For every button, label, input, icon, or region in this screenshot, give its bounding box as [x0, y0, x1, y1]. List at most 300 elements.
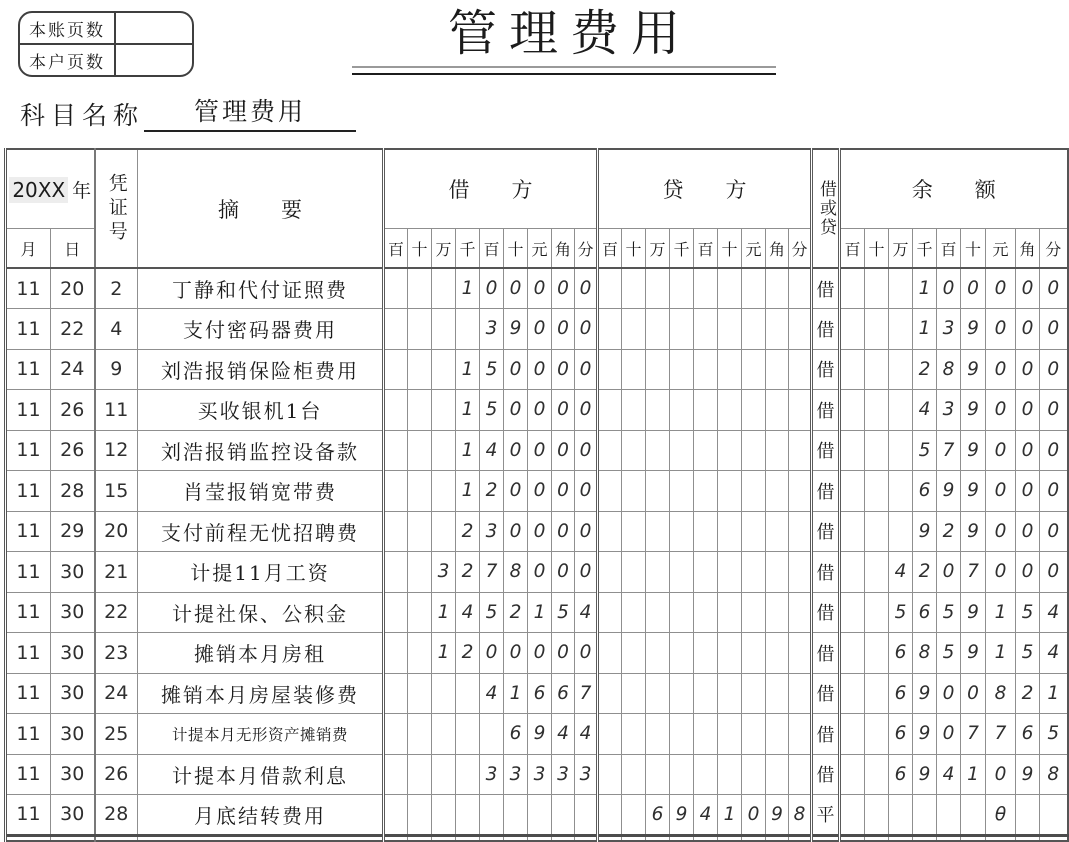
- empty-cell: [913, 835, 937, 841]
- cell-balance-digit: 6: [913, 471, 937, 512]
- cell-debit-digit: 5: [480, 390, 504, 431]
- cell-voucher-no: 11: [95, 390, 138, 431]
- cell-debit-digit: 1: [456, 430, 480, 471]
- cell-credit-digit: [766, 754, 789, 795]
- cell-debit-digit: [384, 268, 408, 309]
- header-summary: 摘 要: [138, 149, 384, 268]
- cell-balance-digit: [865, 430, 889, 471]
- header-year: [6, 149, 95, 229]
- cell-credit-digit: [789, 592, 812, 633]
- book-pages-label: 本账页数: [20, 13, 116, 43]
- year-unit-label: 年: [72, 179, 92, 202]
- cell-balance-digit: [840, 795, 865, 836]
- empty-cell: [504, 835, 528, 841]
- cell-direction: 借: [812, 714, 840, 755]
- cell-debit-digit: 2: [504, 592, 528, 633]
- cell-balance-digit: 2: [937, 511, 961, 552]
- cell-debit-digit: 0: [552, 268, 575, 309]
- cell-debit-digit: 4: [552, 714, 575, 755]
- cell-credit-digit: 4: [694, 795, 718, 836]
- cell-balance-digit: θ: [986, 795, 1016, 836]
- empty-cell: [51, 835, 95, 841]
- cell-debit-digit: [575, 795, 598, 836]
- cell-balance-digit: 0: [1016, 309, 1040, 350]
- cell-credit-digit: [646, 592, 670, 633]
- cell-credit-digit: [742, 754, 766, 795]
- cell-credit-digit: [742, 390, 766, 431]
- cell-debit-digit: [408, 795, 432, 836]
- cell-balance-digit: 5: [913, 430, 937, 471]
- cell-credit-digit: [742, 633, 766, 674]
- cell-credit-digit: [670, 309, 694, 350]
- cell-balance-digit: 8: [913, 633, 937, 674]
- balance-digit-unit: 百: [937, 229, 961, 269]
- cell-direction: 借: [812, 390, 840, 431]
- cell-debit-digit: 0: [575, 349, 598, 390]
- cell-credit-digit: [670, 390, 694, 431]
- cell-credit-digit: [766, 390, 789, 431]
- cell-balance-digit: 9: [961, 430, 986, 471]
- cell-debit-digit: [408, 471, 432, 512]
- cell-debit-digit: [384, 309, 408, 350]
- cell-balance-digit: 2: [1016, 673, 1040, 714]
- cell-balance-digit: 0: [1016, 268, 1040, 309]
- cell-debit-digit: 0: [552, 349, 575, 390]
- cell-debit-digit: 0: [552, 390, 575, 431]
- cell-voucher-no: 28: [95, 795, 138, 836]
- cell-debit-digit: [456, 795, 480, 836]
- cell-month: 11: [6, 552, 51, 593]
- cell-balance-digit: [840, 633, 865, 674]
- cell-credit-digit: [789, 349, 812, 390]
- cell-summary: 刘浩报销监控设备款: [138, 430, 384, 471]
- cell-credit-digit: [598, 309, 622, 350]
- cell-balance-digit: 1: [986, 592, 1016, 633]
- cell-debit-digit: [432, 309, 456, 350]
- empty-cell: [480, 835, 504, 841]
- cell-balance-digit: 0: [1040, 471, 1068, 512]
- cell-credit-digit: [646, 349, 670, 390]
- cell-credit-digit: [646, 430, 670, 471]
- cell-debit-digit: [552, 795, 575, 836]
- cell-balance-digit: 6: [913, 592, 937, 633]
- cell-balance-digit: 6: [889, 633, 913, 674]
- cell-debit-digit: 0: [575, 633, 598, 674]
- cell-debit-digit: [432, 349, 456, 390]
- cell-balance-digit: [840, 754, 865, 795]
- cell-credit-digit: [694, 349, 718, 390]
- cell-credit-digit: [694, 471, 718, 512]
- cell-credit-digit: [598, 552, 622, 593]
- cell-credit-digit: [670, 673, 694, 714]
- cell-credit-digit: [694, 633, 718, 674]
- cell-credit-digit: [646, 471, 670, 512]
- cell-direction: 借: [812, 592, 840, 633]
- cell-credit-digit: [766, 268, 789, 309]
- cell-credit-digit: [670, 349, 694, 390]
- debit-digit-unit: 角: [552, 229, 575, 269]
- cell-balance-digit: [840, 592, 865, 633]
- cell-credit-digit: [694, 673, 718, 714]
- cell-credit-digit: [694, 309, 718, 350]
- cell-debit-digit: 0: [504, 511, 528, 552]
- cell-debit-digit: 0: [528, 390, 552, 431]
- cell-summary: 丁静和代付证照费: [138, 268, 384, 309]
- debit-digit-unit: 万: [432, 229, 456, 269]
- cell-credit-digit: 6: [646, 795, 670, 836]
- cell-balance-digit: 7: [961, 552, 986, 593]
- cell-summary: 刘浩报销保险柜费用: [138, 349, 384, 390]
- balance-digit-unit: 十: [865, 229, 889, 269]
- cell-credit-digit: [789, 471, 812, 512]
- cell-day: 30: [51, 673, 95, 714]
- cell-balance-digit: 0: [1016, 511, 1040, 552]
- empty-cell: [95, 835, 138, 841]
- cell-balance-digit: 0: [1016, 430, 1040, 471]
- cell-debit-digit: 5: [480, 592, 504, 633]
- cell-balance-digit: 7: [986, 714, 1016, 755]
- header-day: 日: [51, 229, 95, 269]
- cell-debit-digit: [384, 633, 408, 674]
- cell-balance-digit: [889, 268, 913, 309]
- cell-balance-digit: 8: [1040, 754, 1068, 795]
- cell-credit-digit: [718, 309, 742, 350]
- cell-debit-digit: 0: [575, 552, 598, 593]
- debit-digit-unit: 百: [480, 229, 504, 269]
- cell-debit-digit: 0: [575, 268, 598, 309]
- voucher-no-label: 凭证号: [105, 172, 128, 245]
- cell-credit-digit: [598, 390, 622, 431]
- cell-debit-digit: [408, 268, 432, 309]
- cell-credit-digit: 9: [766, 795, 789, 836]
- cell-balance-digit: 0: [937, 552, 961, 593]
- account-name-value: 管理费用: [144, 92, 356, 132]
- cell-credit-digit: [789, 511, 812, 552]
- cell-credit-digit: [766, 349, 789, 390]
- cell-month: 11: [6, 795, 51, 836]
- cell-debit-digit: 1: [432, 592, 456, 633]
- pages-box: [18, 11, 194, 77]
- empty-cell: [986, 835, 1016, 841]
- cell-balance-digit: [865, 795, 889, 836]
- cell-credit-digit: [598, 754, 622, 795]
- cell-balance-digit: 9: [937, 471, 961, 512]
- cell-balance-digit: 1: [913, 309, 937, 350]
- header-credit: 贷 方: [598, 149, 812, 229]
- cell-day: 30: [51, 552, 95, 593]
- empty-cell: [812, 835, 840, 841]
- cell-credit-digit: [646, 309, 670, 350]
- cell-summary: 买收银机1台: [138, 390, 384, 431]
- cell-debit-digit: 3: [552, 754, 575, 795]
- cell-debit-digit: [480, 714, 504, 755]
- cell-debit-digit: [384, 390, 408, 431]
- header-debit-or-credit: [812, 149, 840, 268]
- cell-direction: 借: [812, 349, 840, 390]
- cell-credit-digit: [622, 390, 646, 431]
- cell-credit-digit: [670, 633, 694, 674]
- cell-credit-digit: 0: [742, 795, 766, 836]
- cell-debit-digit: [480, 795, 504, 836]
- cell-voucher-no: 24: [95, 673, 138, 714]
- credit-digit-unit: 十: [622, 229, 646, 269]
- cell-balance-digit: 0: [986, 309, 1016, 350]
- cell-credit-digit: [718, 754, 742, 795]
- cell-credit-digit: [670, 430, 694, 471]
- cell-balance-digit: 3: [937, 309, 961, 350]
- cell-debit-digit: [408, 552, 432, 593]
- empty-cell: [961, 835, 986, 841]
- cell-balance-digit: [889, 511, 913, 552]
- cell-balance-digit: [889, 390, 913, 431]
- cell-balance-digit: [1040, 795, 1068, 836]
- cell-debit-digit: 0: [528, 511, 552, 552]
- cell-balance-digit: 4: [889, 552, 913, 593]
- cell-debit-digit: 0: [552, 471, 575, 512]
- cell-credit-digit: [766, 714, 789, 755]
- cell-credit-digit: [718, 714, 742, 755]
- ledger-row: [6, 309, 1068, 350]
- cell-credit-digit: [646, 511, 670, 552]
- cell-credit-digit: [742, 349, 766, 390]
- cell-debit-digit: [408, 390, 432, 431]
- cell-balance-digit: 9: [961, 349, 986, 390]
- account-name-label: 科目名称: [20, 101, 145, 130]
- ledger-row: [6, 349, 1068, 390]
- empty-cell: [575, 835, 598, 841]
- cell-debit-digit: [528, 795, 552, 836]
- cell-credit-digit: 1: [718, 795, 742, 836]
- cell-balance-digit: [865, 552, 889, 593]
- cell-debit-digit: [408, 673, 432, 714]
- pages-box-row: [20, 13, 192, 45]
- cell-debit-digit: 2: [480, 471, 504, 512]
- cell-debit-digit: [384, 430, 408, 471]
- cell-balance-digit: 0: [1040, 390, 1068, 431]
- cell-debit-digit: [384, 471, 408, 512]
- cell-credit-digit: [694, 430, 718, 471]
- cell-debit-digit: [456, 754, 480, 795]
- cell-credit-digit: [742, 511, 766, 552]
- cell-balance-digit: 5: [889, 592, 913, 633]
- cell-balance-digit: 1: [1040, 673, 1068, 714]
- cell-credit-digit: [598, 714, 622, 755]
- cell-debit-digit: 0: [575, 511, 598, 552]
- cell-credit-digit: [742, 430, 766, 471]
- debit-digit-unit: 元: [528, 229, 552, 269]
- next-row-stub: [6, 835, 1068, 841]
- cell-debit-digit: [408, 511, 432, 552]
- cell-credit-digit: [718, 633, 742, 674]
- cell-credit-digit: [789, 430, 812, 471]
- cell-balance-digit: [889, 430, 913, 471]
- cell-balance-digit: 9: [913, 714, 937, 755]
- cell-balance-digit: 9: [961, 592, 986, 633]
- cell-balance-digit: 0: [986, 268, 1016, 309]
- cell-month: 11: [6, 592, 51, 633]
- cell-debit-digit: [456, 309, 480, 350]
- cell-credit-digit: [646, 633, 670, 674]
- cell-balance-digit: 6: [1016, 714, 1040, 755]
- cell-credit-digit: [598, 349, 622, 390]
- cell-month: 11: [6, 430, 51, 471]
- cell-balance-digit: [865, 349, 889, 390]
- cell-debit-digit: 4: [575, 714, 598, 755]
- cell-credit-digit: [622, 309, 646, 350]
- cell-credit-digit: [766, 673, 789, 714]
- cell-credit-digit: [622, 552, 646, 593]
- cell-credit-digit: [718, 349, 742, 390]
- cell-debit-digit: 3: [528, 754, 552, 795]
- cell-summary: 摊销本月房租: [138, 633, 384, 674]
- cell-balance-digit: 5: [937, 592, 961, 633]
- cell-balance-digit: 0: [937, 714, 961, 755]
- cell-debit-digit: 1: [456, 268, 480, 309]
- cell-credit-digit: [789, 268, 812, 309]
- cell-balance-digit: [840, 430, 865, 471]
- cell-day: 30: [51, 592, 95, 633]
- cell-day: 30: [51, 633, 95, 674]
- cell-credit-digit: [789, 754, 812, 795]
- cell-credit-digit: [694, 511, 718, 552]
- cell-balance-digit: 7: [961, 714, 986, 755]
- cell-balance-digit: 9: [961, 309, 986, 350]
- cell-balance-digit: [865, 390, 889, 431]
- cell-balance-digit: 3: [937, 390, 961, 431]
- cell-credit-digit: [598, 268, 622, 309]
- header-month: 月: [6, 229, 51, 269]
- cell-debit-digit: [432, 673, 456, 714]
- account-pages-value: [116, 45, 192, 75]
- cell-balance-digit: 7: [937, 430, 961, 471]
- cell-debit-digit: 6: [504, 714, 528, 755]
- ledger-row: [6, 390, 1068, 431]
- cell-balance-digit: 6: [889, 714, 913, 755]
- cell-debit-digit: 8: [504, 552, 528, 593]
- cell-debit-digit: 1: [432, 633, 456, 674]
- cell-debit-digit: 0: [528, 349, 552, 390]
- cell-debit-digit: 1: [528, 592, 552, 633]
- cell-balance-digit: 0: [961, 673, 986, 714]
- cell-credit-digit: [742, 268, 766, 309]
- cell-credit-digit: [718, 268, 742, 309]
- cell-credit-digit: [646, 754, 670, 795]
- cell-credit-digit: 8: [789, 795, 812, 836]
- cell-debit-digit: 0: [552, 430, 575, 471]
- empty-cell: [789, 835, 812, 841]
- cell-debit-digit: 6: [552, 673, 575, 714]
- cell-balance-digit: 2: [913, 552, 937, 593]
- cell-debit-digit: 5: [552, 592, 575, 633]
- cell-debit-digit: [408, 309, 432, 350]
- cell-credit-digit: [789, 552, 812, 593]
- cell-credit-digit: [742, 552, 766, 593]
- cell-voucher-no: 22: [95, 592, 138, 633]
- cell-balance-digit: [889, 349, 913, 390]
- cell-debit-digit: 9: [504, 309, 528, 350]
- cell-balance-digit: 0: [937, 673, 961, 714]
- cell-balance-digit: 0: [961, 268, 986, 309]
- cell-day: 30: [51, 795, 95, 836]
- cell-debit-digit: 0: [528, 471, 552, 512]
- cell-balance-digit: [865, 673, 889, 714]
- cell-balance-digit: 5: [1016, 592, 1040, 633]
- cell-balance-digit: [889, 795, 913, 836]
- cell-balance-digit: 0: [986, 552, 1016, 593]
- cell-balance-digit: [865, 592, 889, 633]
- cell-day: 26: [51, 390, 95, 431]
- cell-balance-digit: 9: [1016, 754, 1040, 795]
- cell-month: 11: [6, 714, 51, 755]
- cell-month: 11: [6, 673, 51, 714]
- cell-debit-digit: 1: [456, 471, 480, 512]
- cell-credit-digit: [742, 309, 766, 350]
- cell-balance-digit: 0: [986, 430, 1016, 471]
- ledger-row: [6, 633, 1068, 674]
- cell-credit-digit: [718, 552, 742, 593]
- cell-credit-digit: [670, 592, 694, 633]
- empty-cell: [865, 835, 889, 841]
- empty-cell: [742, 835, 766, 841]
- cell-debit-digit: 4: [456, 592, 480, 633]
- ledger-row: [6, 795, 1068, 836]
- cell-credit-digit: [598, 673, 622, 714]
- cell-balance-digit: 4: [913, 390, 937, 431]
- empty-cell: [766, 835, 789, 841]
- cell-balance-digit: 0: [986, 754, 1016, 795]
- credit-digit-unit: 元: [742, 229, 766, 269]
- cell-direction: 借: [812, 430, 840, 471]
- cell-debit-digit: 9: [528, 714, 552, 755]
- empty-cell: [646, 835, 670, 841]
- cell-debit-digit: 7: [575, 673, 598, 714]
- cell-credit-digit: [598, 430, 622, 471]
- cell-voucher-no: 2: [95, 268, 138, 309]
- cell-balance-digit: 8: [937, 349, 961, 390]
- cell-credit-digit: [598, 633, 622, 674]
- balance-digit-unit: 万: [889, 229, 913, 269]
- cell-balance-digit: [937, 795, 961, 836]
- credit-digit-unit: 百: [598, 229, 622, 269]
- cell-day: 30: [51, 754, 95, 795]
- cell-direction: 平: [812, 795, 840, 836]
- cell-credit-digit: [670, 754, 694, 795]
- cell-credit-digit: [646, 714, 670, 755]
- cell-debit-digit: [432, 430, 456, 471]
- empty-cell: [840, 835, 865, 841]
- debit-digit-unit: 千: [456, 229, 480, 269]
- empty-cell: [528, 835, 552, 841]
- cell-direction: 借: [812, 511, 840, 552]
- debit-digit-unit: 百: [384, 229, 408, 269]
- cell-debit-digit: 0: [575, 309, 598, 350]
- cell-credit-digit: [789, 390, 812, 431]
- ledger-row: [6, 268, 1068, 309]
- cell-balance-digit: [913, 795, 937, 836]
- empty-cell: [1016, 835, 1040, 841]
- cell-credit-digit: [622, 633, 646, 674]
- cell-summary: 支付前程无忧招聘费: [138, 511, 384, 552]
- cell-balance-digit: 6: [889, 673, 913, 714]
- cell-credit-digit: [766, 309, 789, 350]
- cell-voucher-no: 15: [95, 471, 138, 512]
- header-balance: 余 额: [840, 149, 1068, 229]
- cell-debit-digit: [408, 430, 432, 471]
- cell-balance-digit: 5: [1016, 633, 1040, 674]
- cell-credit-digit: [622, 714, 646, 755]
- cell-debit-digit: [456, 714, 480, 755]
- cell-summary: 肖莹报销宽带费: [138, 471, 384, 512]
